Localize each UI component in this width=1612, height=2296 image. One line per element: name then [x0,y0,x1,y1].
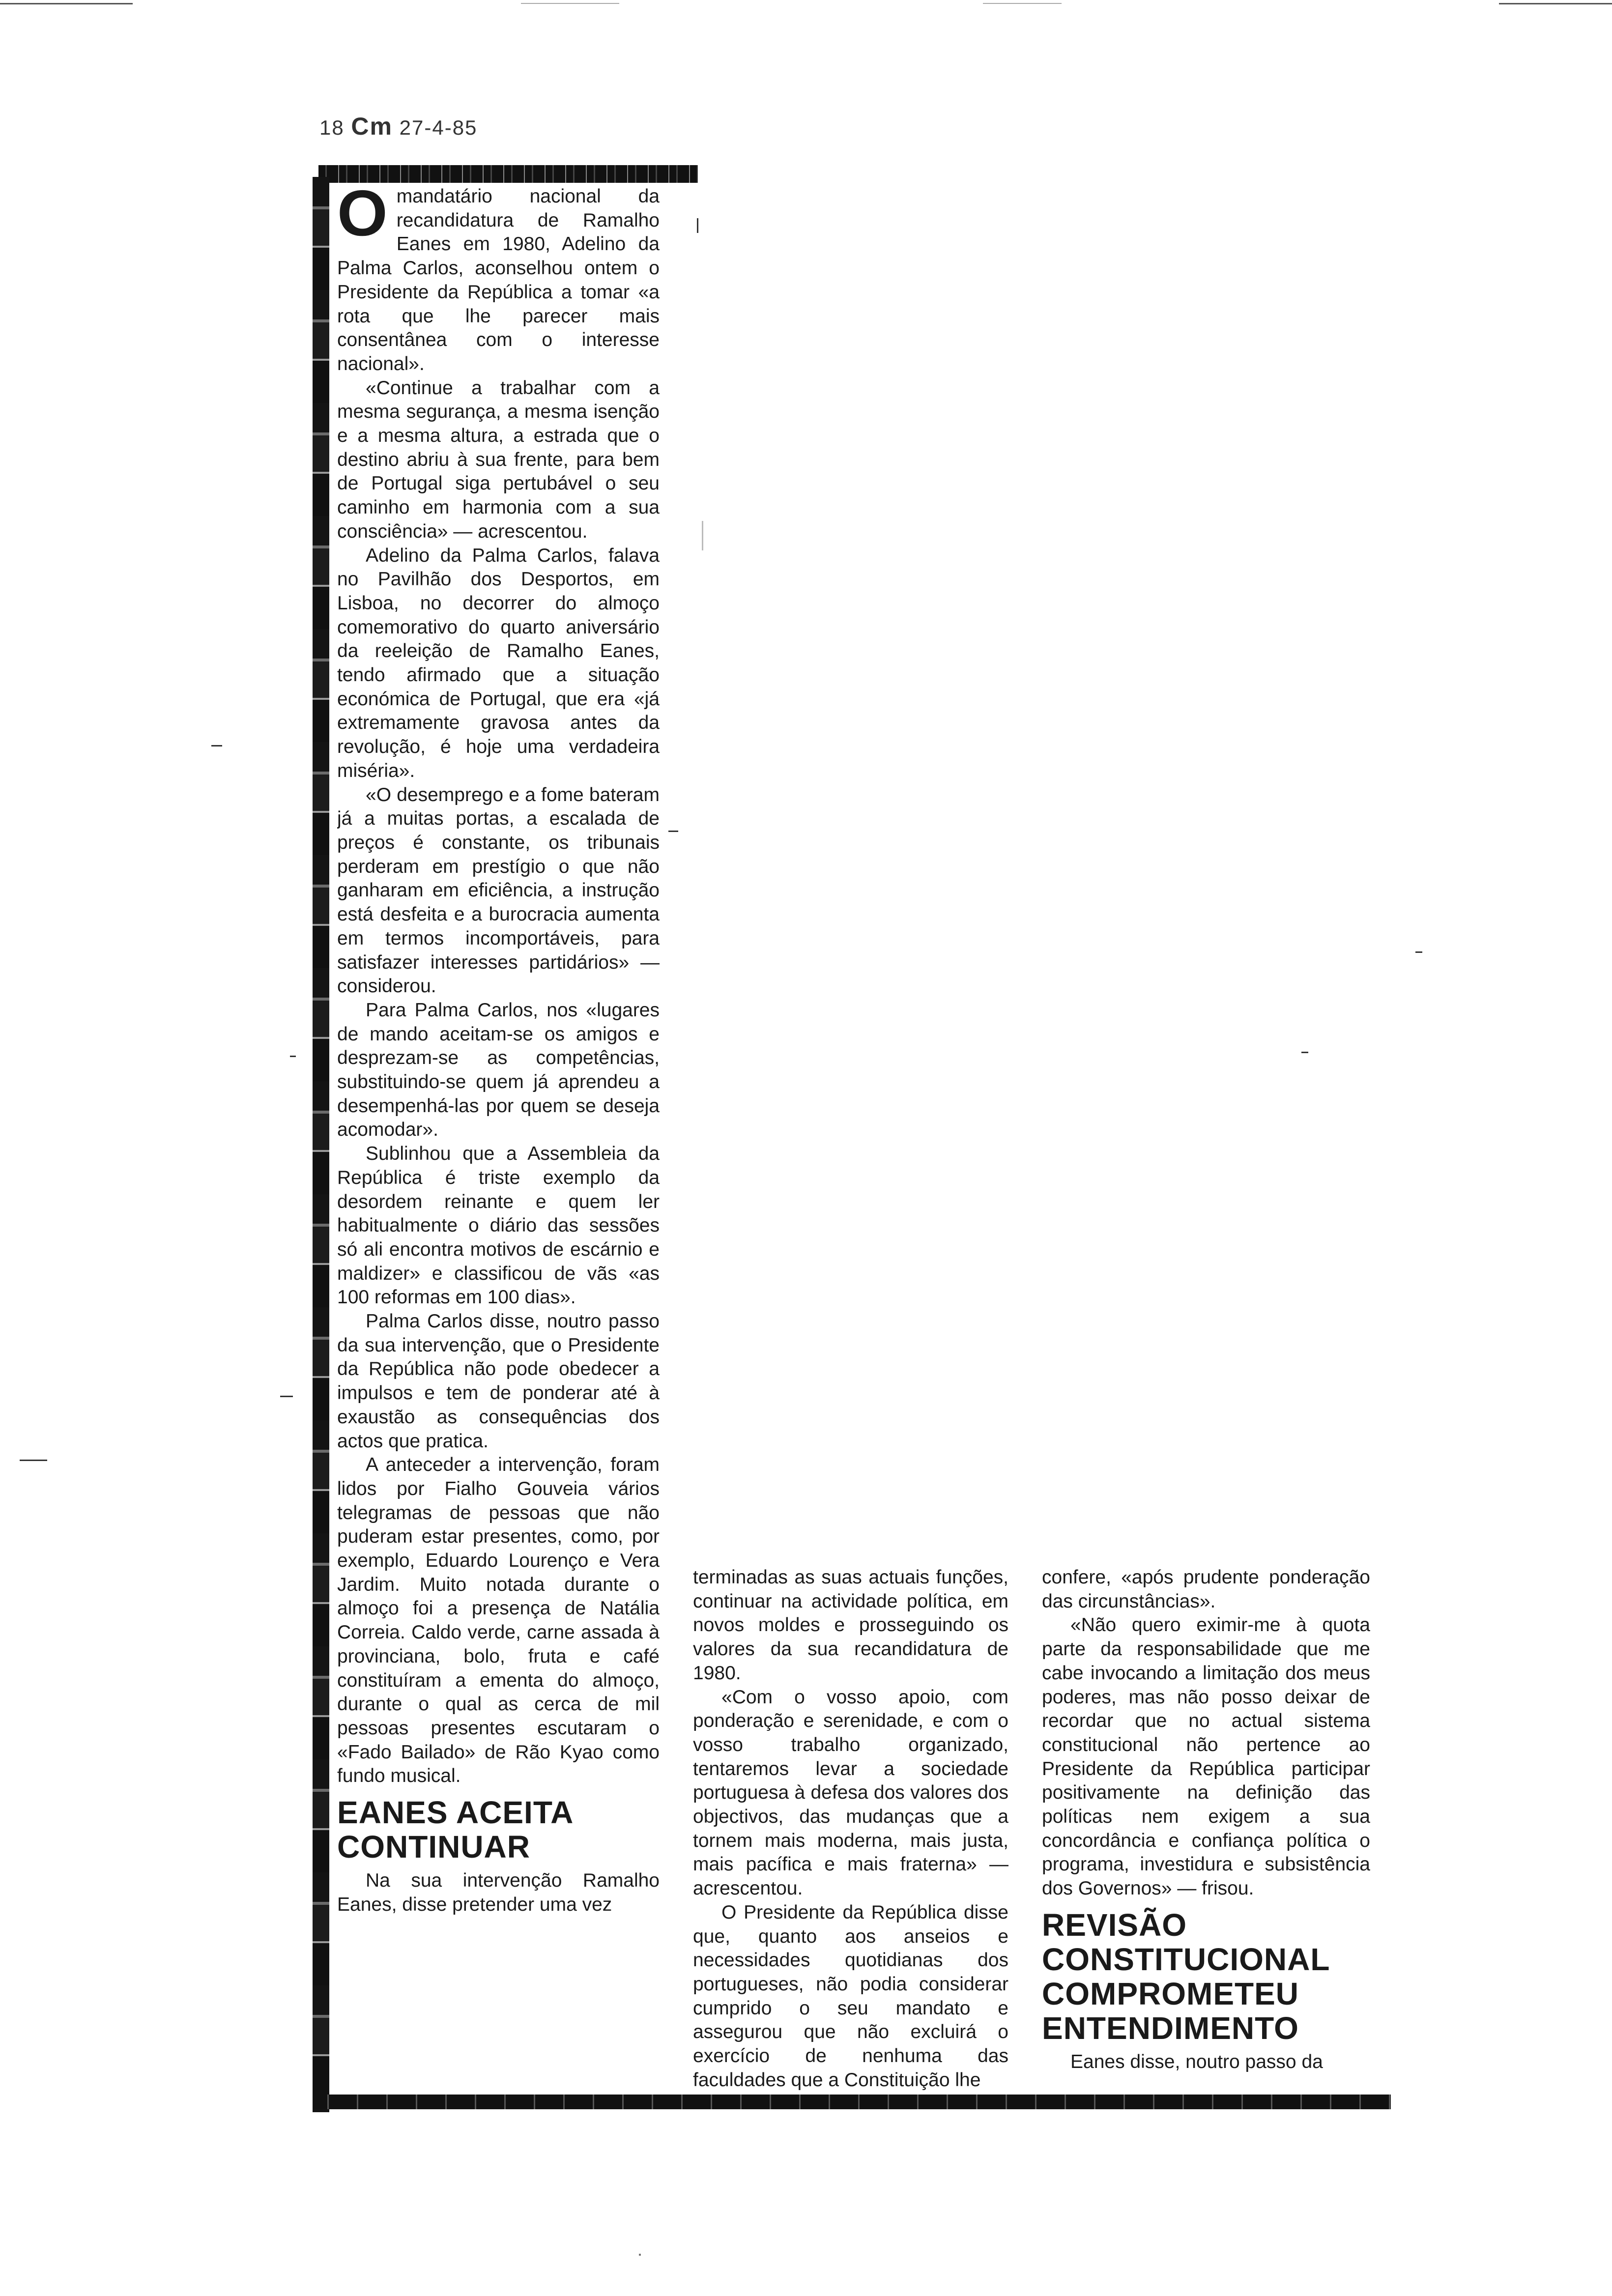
scan-speck [702,521,703,550]
bottom-rule [313,2095,1391,2109]
paragraph: Na sua intervenção Ramalho Eanes, disse pretender uma vez [337,1870,660,1915]
paragraph: Para Palma Carlos, nos «lugares de mando aceitam-se os amigos e desprezam-se as competências, substituindo-se quem já aprendeu a desempenhá-las por quem se deseja acomodar». [337,999,660,1141]
paragraph: A anteceder a intervenção, foram lidos por Fialho Gouveia vários telegramas de pessoas que não puderam estar presentes, como, por exemplo, Eduardo Lourenço e Vera Jardim. Muito notada durante o almoço foi a presença de Natália Correia. Caldo verde, carne assada à provinciana, bolo, fruta e café constituíram a ementa do almoço, durante o qual as cerca de mil pessoas presentes escutaram o «Fado Bailado» de Rão Kyao como fundo musical. [337,1454,660,1787]
paragraph: Eanes disse, noutro passo da [1070,2051,1323,2072]
scan-speck [1415,951,1422,953]
lead-paragraph: Omandatário nacional da recandidatura de Ramalho Eanes em 1980, Adelino da Palma Carlos, aconselhou ontem o Presidente da República a tomar «a rota que lhe parecer mais consentânea com o interesse nacional». [337,185,660,374]
scan-speck [697,218,698,233]
paragraph: «Com o vosso apoio, com ponderação e serenidade, e com o vosso trabalho organizado, tentaremos levar a sociedade portuguesa à defesa dos valores dos objectivos, das mudanças que a tornem mais moderna, mais justa, mais pacífica e mais fraterna» — acrescentou. [693,1686,1008,1899]
paragraph: terminadas as suas actuais funções, continuar na actividade política, em novos moldes e prosseguindo os valores da sua recandidatura de 1980. [693,1567,1008,1684]
left-column-bar [313,177,329,2112]
scan-edge-line [521,3,619,4]
paragraph: Palma Carlos disse, noutro passo da sua intervenção, que o Presidente da República não pode obedecer a impulsos e tem de ponderar até à exaustão as consequências dos actos que pratica. [337,1311,660,1452]
subheading-eanes-aceita: EANES ACEITA CONTINUAR [337,1795,573,1865]
clipping-masthead [319,112,477,141]
paragraph: «O desemprego e a fome bateram já a muitas portas, a escalada de preços é constante, os tribunais perderam em prestígio o que não ganharam em eficiência, a instrução está desfeita e a burocracia aumenta em termos incomportáveis, para satisfazer interesses partidários» — considerou. [337,784,660,997]
top-rule [318,165,698,183]
paragraph: confere, «após prudente ponderação das circunstâncias». [1042,1567,1370,1612]
scan-speck [280,1396,293,1397]
scan-speck [668,831,678,832]
paragraph: «Continue a trabalhar com a mesma segurança, a mesma isenção e a mesma altura, a estrada que o destino abriu à sua frente, para bem de Portugal siga pertubável o seu caminho em harmonia com a sua consciência» — acrescentou. [337,377,660,542]
clipping-date: 27-4-85 [399,116,478,139]
newspaper-brand: Cm [351,113,393,140]
scan-speck [211,745,222,746]
subheading-revisao-constitucional: REVISÃO CONSTITUCIONAL COMPROMETEU ENTENDIMENTO [1042,1907,1330,2046]
scan-speck [1301,1052,1308,1053]
paragraph: O Presidente da República disse que, quanto aos anseios e necessidades quotidianas dos portugueses, não podia considerar cumprido o seu mandato e assegurou que não excluirá o exercício de nenhuma das faculdades que a Constituição lhe [693,1901,1008,2091]
article-column-2 [693,1566,1008,2102]
scan-edge-line [0,3,133,4]
scan-speck [20,1460,47,1461]
scan-speck [639,2254,641,2256]
article-column-1 [337,185,660,2098]
page-number: 18 [319,116,345,139]
scan-edge-line [1499,3,1612,4]
scan-speck [290,1056,296,1057]
paragraph: Adelino da Palma Carlos, falava no Pavilhão dos Desportos, em Lisboa, no decorrer do almoço comemorativo do quarto aniversário da reeleição de Ramalho Eanes, tendo afirmado que a situação económica de Portugal, que era «já extremamente gravosa antes da revolução, é hoje uma verdadeira miséria». [337,545,660,781]
drop-cap: O [337,185,388,249]
scan-edge-line [983,3,1062,4]
article-column-3 [1042,1566,1370,2102]
paragraph: Sublinhou que a Assembleia da República é triste exemplo da desordem reinante e quem ler habitualmente o diário das sessões só ali encontra motivos de escárnio e maldizer» e classificou de vãs «as 100 reformas em 100 dias». [337,1143,660,1308]
paragraph: «Não quero eximir-me à quota parte da responsabilidade que me cabe invocando a limitação dos meus poderes, mas não posso deixar de recordar que no actual sistema constitucional não pertence ao Presidente da República participar positivamente na definição das políticas nem exigem a sua concordância e confiança política o programa, investidura e subsistência dos Governos» — frisou. [1042,1614,1370,1899]
